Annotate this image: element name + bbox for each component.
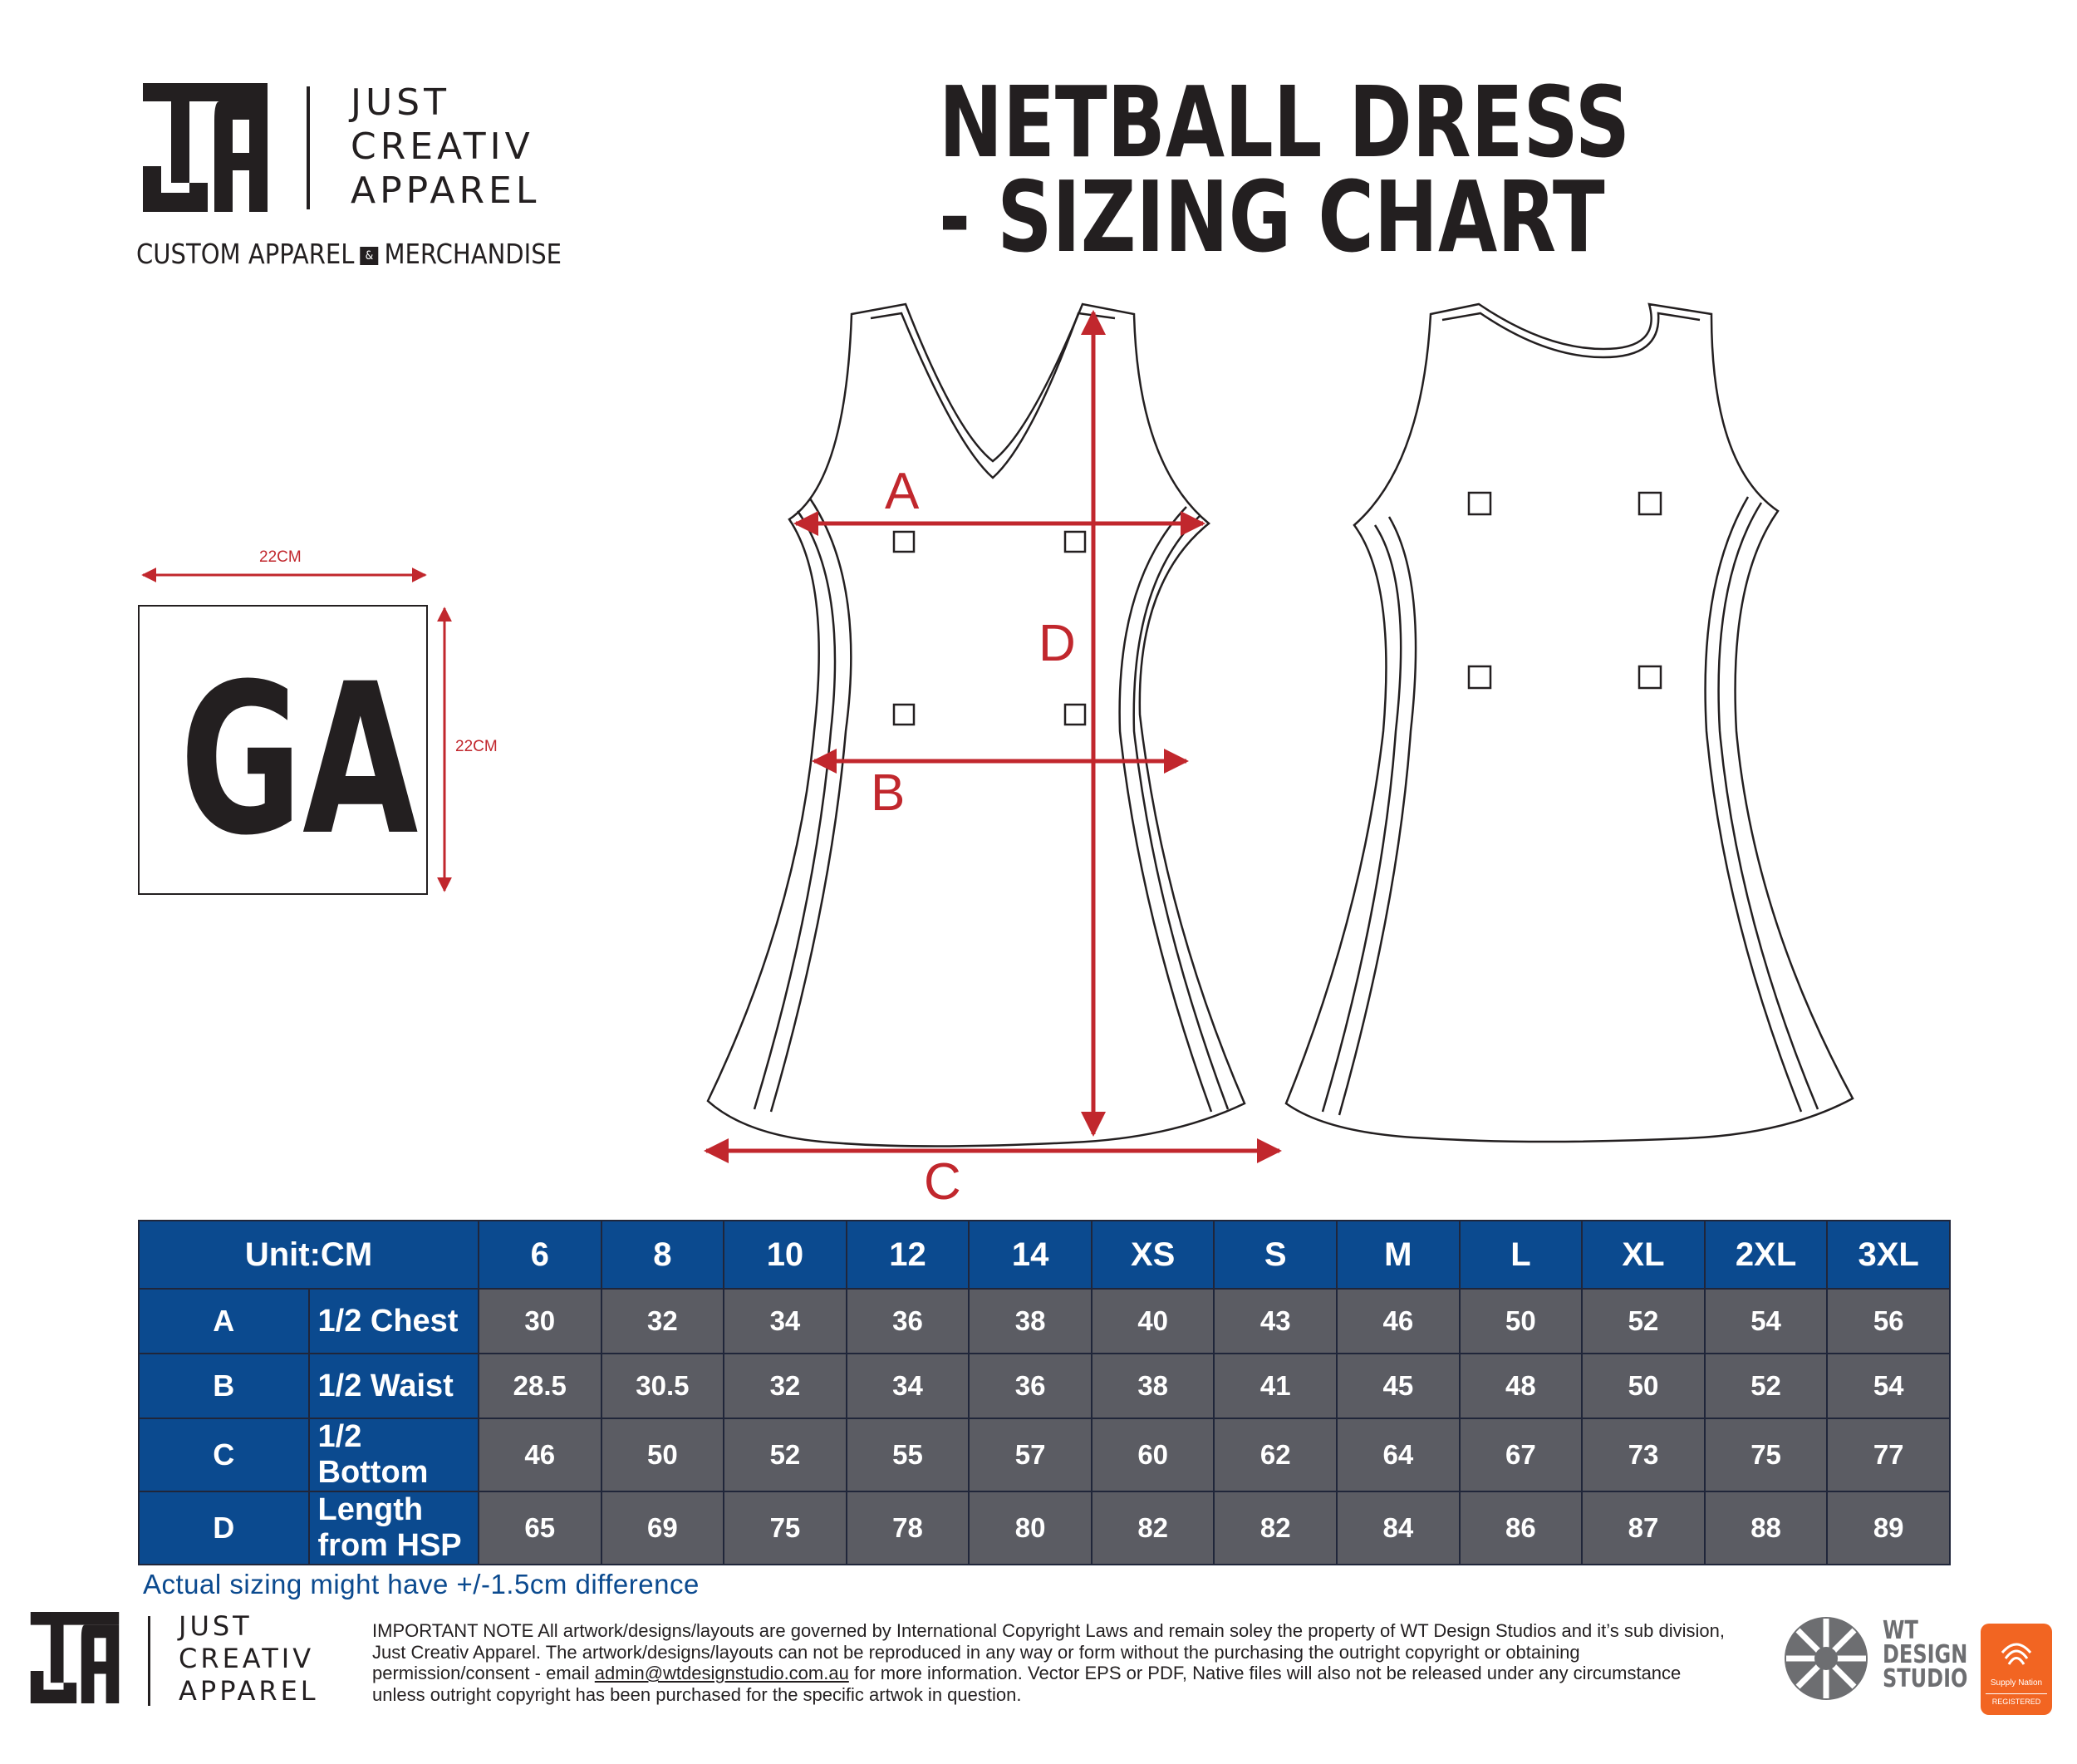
- brand-name-line-2: CREATIV: [351, 125, 534, 168]
- table-cell: 87: [1582, 1491, 1705, 1565]
- table-cell: 54: [1705, 1289, 1828, 1354]
- size-header: 3XL: [1827, 1221, 1950, 1289]
- patch-height-label: 22CM: [455, 738, 498, 755]
- table-cell: 75: [724, 1491, 847, 1565]
- dress-back: [1286, 304, 1853, 1142]
- size-table: [138, 1220, 1951, 1565]
- wt-line-2: DESIGN: [1883, 1640, 1968, 1669]
- row-name: 1/2 Waist: [309, 1354, 479, 1418]
- waist-label: B: [871, 764, 906, 822]
- table-cell: 52: [1705, 1354, 1828, 1418]
- chest-label: A: [885, 463, 920, 520]
- copyright-notice: [372, 1620, 1768, 1705]
- size-header: XS: [1092, 1221, 1215, 1289]
- table-cell: 89: [1827, 1491, 1950, 1565]
- legal-line-3-start: permission/consent - email: [372, 1663, 595, 1683]
- table-cell: 88: [1705, 1491, 1828, 1565]
- page-title-line-2: - SIZING CHART: [939, 160, 1605, 274]
- tagline-left: CUSTOM APPAREL: [136, 238, 355, 270]
- table-cell: 82: [1214, 1491, 1337, 1565]
- row-code: D: [139, 1491, 309, 1565]
- row-code: A: [139, 1289, 309, 1354]
- wt-line-3: STUDIO: [1883, 1664, 1968, 1693]
- patch-width-label: 22CM: [259, 548, 302, 566]
- table-cell: 62: [1214, 1418, 1337, 1491]
- table-cell: 34: [724, 1289, 847, 1354]
- supply-nation-emblem-icon: [1996, 1632, 2037, 1673]
- wt-design-studio-wordmark: [1883, 1616, 1968, 1693]
- table-cell: 60: [1092, 1418, 1215, 1491]
- table-cell: 46: [1337, 1289, 1460, 1354]
- footer-brand-line-2: CREATIV: [179, 1643, 315, 1674]
- size-header: 10: [724, 1221, 847, 1289]
- table-cell: 38: [969, 1289, 1092, 1354]
- footer-jca-monogram-icon: [30, 1612, 120, 1703]
- table-cell: 45: [1337, 1354, 1460, 1418]
- table-cell: 84: [1337, 1491, 1460, 1565]
- row-name: Length from HSP: [309, 1491, 479, 1565]
- table-cell: 36: [969, 1354, 1092, 1418]
- table-row: [139, 1354, 1950, 1418]
- table-cell: 50: [1582, 1354, 1705, 1418]
- supply-nation-name: Supply Nation: [1990, 1678, 2043, 1688]
- table-cell: 32: [601, 1289, 724, 1354]
- size-header: M: [1337, 1221, 1460, 1289]
- table-row: [139, 1418, 1950, 1491]
- table-cell: 30: [479, 1289, 601, 1354]
- legal-line-2: Just Creativ Apparel. The artwork/designs/layouts can not be reproduced in any way or form without the purchasing the outright copyright or obtaining: [372, 1641, 1580, 1663]
- row-code: B: [139, 1354, 309, 1418]
- table-cell: 32: [724, 1354, 847, 1418]
- row-name: 1/2 Bottom: [309, 1418, 479, 1491]
- supply-nation-badge: [1981, 1624, 2052, 1715]
- legal-line-4: unless outright copyright has been purchased for the specific artwok in question.: [372, 1683, 1022, 1705]
- legal-line-1: IMPORTANT NOTE All artwork/designs/layouts are governed by International Copyright Laws and remain soley the property of WT Design Studios and it’s sub division,: [372, 1620, 1725, 1641]
- supply-nation-status: REGISTERED: [1986, 1693, 2047, 1706]
- legal-line-3: [372, 1663, 1768, 1684]
- table-cell: 46: [479, 1418, 601, 1491]
- size-header: 2XL: [1705, 1221, 1828, 1289]
- table-cell: 34: [847, 1354, 970, 1418]
- table-cell: 65: [479, 1491, 601, 1565]
- bottom-label: C: [924, 1153, 961, 1211]
- table-cell: 69: [601, 1491, 724, 1565]
- table-cell: 30.5: [601, 1354, 724, 1418]
- size-header: S: [1214, 1221, 1337, 1289]
- table-cell: 36: [847, 1289, 970, 1354]
- row-code: C: [139, 1418, 309, 1491]
- unit-header: Unit:CM: [139, 1221, 479, 1289]
- table-cell: 38: [1092, 1354, 1215, 1418]
- email-link[interactable]: admin@wtdesignstudio.com.au: [594, 1663, 849, 1683]
- table-row: [139, 1289, 1950, 1354]
- table-cell: 67: [1460, 1418, 1583, 1491]
- table-cell: 50: [1460, 1289, 1583, 1354]
- table-cell: 55: [847, 1418, 970, 1491]
- table-cell: 41: [1214, 1354, 1337, 1418]
- position-patch-text: GA: [179, 639, 419, 881]
- table-cell: 75: [1705, 1418, 1828, 1491]
- table-cell: 40: [1092, 1289, 1215, 1354]
- table-cell: 43: [1214, 1289, 1337, 1354]
- table-cell: 28.5: [479, 1354, 601, 1418]
- wt-design-studio-logo-icon: [1783, 1615, 1869, 1702]
- table-cell: 82: [1092, 1491, 1215, 1565]
- table-cell: 77: [1827, 1418, 1950, 1491]
- footer-brand-line-1: JUST: [179, 1610, 253, 1642]
- size-header: 6: [479, 1221, 601, 1289]
- table-cell: 73: [1582, 1418, 1705, 1491]
- size-header: 12: [847, 1221, 970, 1289]
- length-label: D: [1038, 615, 1076, 672]
- wt-line-1: WT: [1883, 1616, 1918, 1645]
- size-header: 8: [601, 1221, 724, 1289]
- table-cell: 54: [1827, 1354, 1950, 1418]
- table-cell: 86: [1460, 1491, 1583, 1565]
- table-cell: 50: [601, 1418, 724, 1491]
- legal-line-3-end: for more information. Vector EPS or PDF, Native files will also not be released under any circumstance: [848, 1663, 1682, 1683]
- brand-name-line-1: JUST: [351, 81, 450, 124]
- brand-name-line-3: APPAREL: [351, 170, 541, 212]
- table-cell: 78: [847, 1491, 970, 1565]
- table-cell: 56: [1827, 1289, 1950, 1354]
- table-cell: 52: [1582, 1289, 1705, 1354]
- table-cell: 57: [969, 1418, 1092, 1491]
- size-header-row: [139, 1221, 1950, 1289]
- sizing-note: Actual sizing might have +/-1.5cm difference: [143, 1569, 700, 1599]
- table-cell: 64: [1337, 1418, 1460, 1491]
- table-cell: 80: [969, 1491, 1092, 1565]
- table-cell: 52: [724, 1418, 847, 1491]
- page-title-line-1: NETBALL DRESS: [939, 65, 1631, 179]
- table-row: [139, 1491, 1950, 1565]
- size-header: 14: [969, 1221, 1092, 1289]
- size-header: XL: [1582, 1221, 1705, 1289]
- footer-logo-divider: [148, 1616, 150, 1706]
- table-cell: 48: [1460, 1354, 1583, 1418]
- dress-front: [708, 304, 1245, 1147]
- tagline-ampersand: &: [361, 247, 379, 265]
- footer-brand-line-3: APPAREL: [179, 1675, 319, 1707]
- size-header: L: [1460, 1221, 1583, 1289]
- tagline-right: MERCHANDISE: [384, 238, 562, 270]
- row-name: 1/2 Chest: [309, 1289, 479, 1354]
